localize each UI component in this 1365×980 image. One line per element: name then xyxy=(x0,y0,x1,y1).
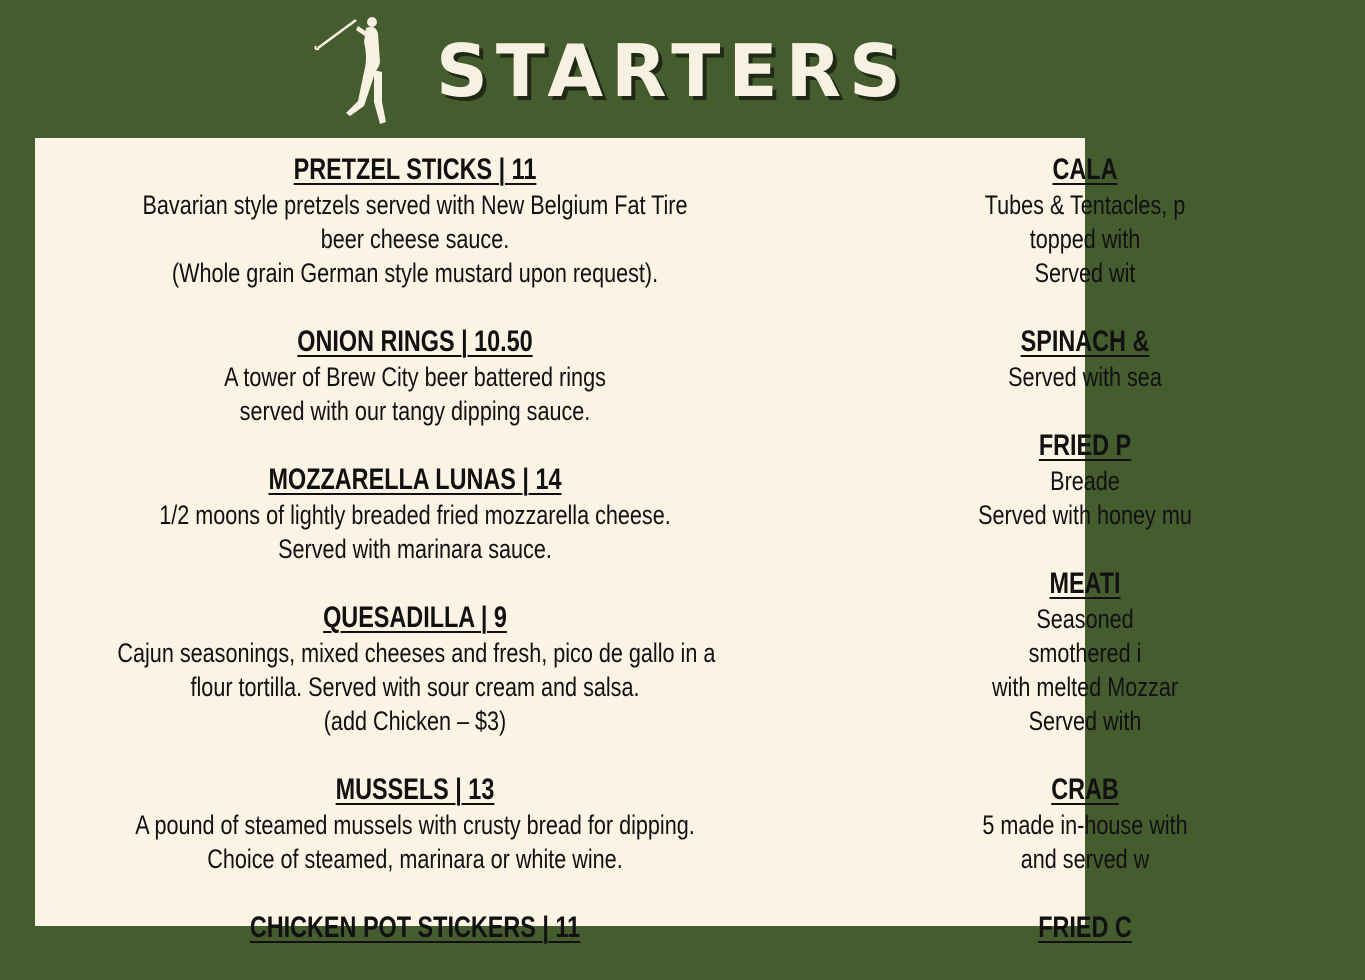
menu-item xyxy=(43,462,787,566)
menu-item-description: Tubes & Tentacles, p xyxy=(984,190,1186,220)
menu-item-description: (add Chicken – $3) xyxy=(323,706,507,736)
menu-item-description: with melted Mozzar xyxy=(991,672,1179,702)
menu-item-description: and served w xyxy=(1020,844,1150,874)
menu-item-title: FRIED P xyxy=(1038,429,1132,462)
menu-item-title: QUESADILLA | 9 xyxy=(323,601,507,634)
menu-item-title: MUSSELS | 13 xyxy=(335,773,495,806)
menu-item-description: Bavarian style pretzels served with New Belgium Fat Tire xyxy=(142,190,688,220)
menu-item-description: 1/2 moons of lightly breaded fried mozzarella cheese. xyxy=(159,500,671,530)
menu-item xyxy=(805,772,1365,876)
menu-item-title: CHICKEN POT STICKERS | 11 xyxy=(249,911,581,944)
right-menu-column xyxy=(805,152,1365,980)
menu-item-description: topped with xyxy=(1029,224,1141,254)
menu-item-title: MOZZARELLA LUNAS | 14 xyxy=(268,463,562,496)
menu-item xyxy=(805,324,1365,394)
menu-item-title: SPINACH & xyxy=(1020,325,1150,358)
menu-item-description: Served with xyxy=(1028,706,1142,736)
menu-item-description: (Whole grain German style mustard upon request). xyxy=(171,258,659,288)
menu-item-description: 5 made in-house with xyxy=(982,810,1188,840)
menu-item-description: served with our tangy dipping sauce. xyxy=(239,396,591,426)
menu-item-description: flour tortilla. Served with sour cream and salsa. xyxy=(190,672,640,702)
menu-item-description: A pound of steamed mussels with crusty bread for dipping. xyxy=(135,810,695,840)
menu-item-description: Breade xyxy=(1050,466,1120,496)
menu-item xyxy=(805,152,1365,290)
menu-item-description: Served wit xyxy=(1034,258,1136,288)
left-menu-column xyxy=(43,152,787,980)
menu-item xyxy=(43,772,787,876)
menu-item xyxy=(43,152,787,290)
menu-item xyxy=(43,910,787,946)
menu-item-description: Served with marinara sauce. xyxy=(278,534,552,564)
menu-item-title: ONION RINGS | 10.50 xyxy=(297,325,533,358)
menu-item-title: FRIED C xyxy=(1038,911,1132,944)
menu-item-description: Cajun seasonings, mixed cheeses and fresh, pico de gallo in a xyxy=(117,638,716,668)
menu-item-title: MEATI xyxy=(1049,567,1121,600)
menu-item-description: smothered i xyxy=(1028,638,1142,668)
menu-panel xyxy=(35,138,1192,944)
menu-item xyxy=(805,910,1365,946)
menu-item-description: Seasoned xyxy=(1036,604,1134,634)
menu-item xyxy=(43,600,787,738)
menu-item xyxy=(805,566,1365,738)
menu-item-title: CALA xyxy=(1052,153,1118,186)
menu-item-description: A tower of Brew City beer battered rings xyxy=(224,362,606,392)
golfer-icon xyxy=(312,10,398,128)
menu-item-description: Served with sea xyxy=(1008,362,1162,392)
menu-item-description: Choice of steamed, marinara or white wine. xyxy=(207,844,623,874)
menu-item-description: beer cheese sauce. xyxy=(320,224,510,254)
menu-item xyxy=(43,324,787,428)
menu-item-title: CRAB xyxy=(1051,773,1119,806)
menu-header xyxy=(0,0,1085,138)
menu-item-description: Served with honey mu xyxy=(978,500,1192,530)
menu-item-title: PRETZEL STICKS | 11 xyxy=(293,153,537,186)
page-title: STARTERS xyxy=(436,29,909,113)
menu-item xyxy=(805,428,1365,532)
